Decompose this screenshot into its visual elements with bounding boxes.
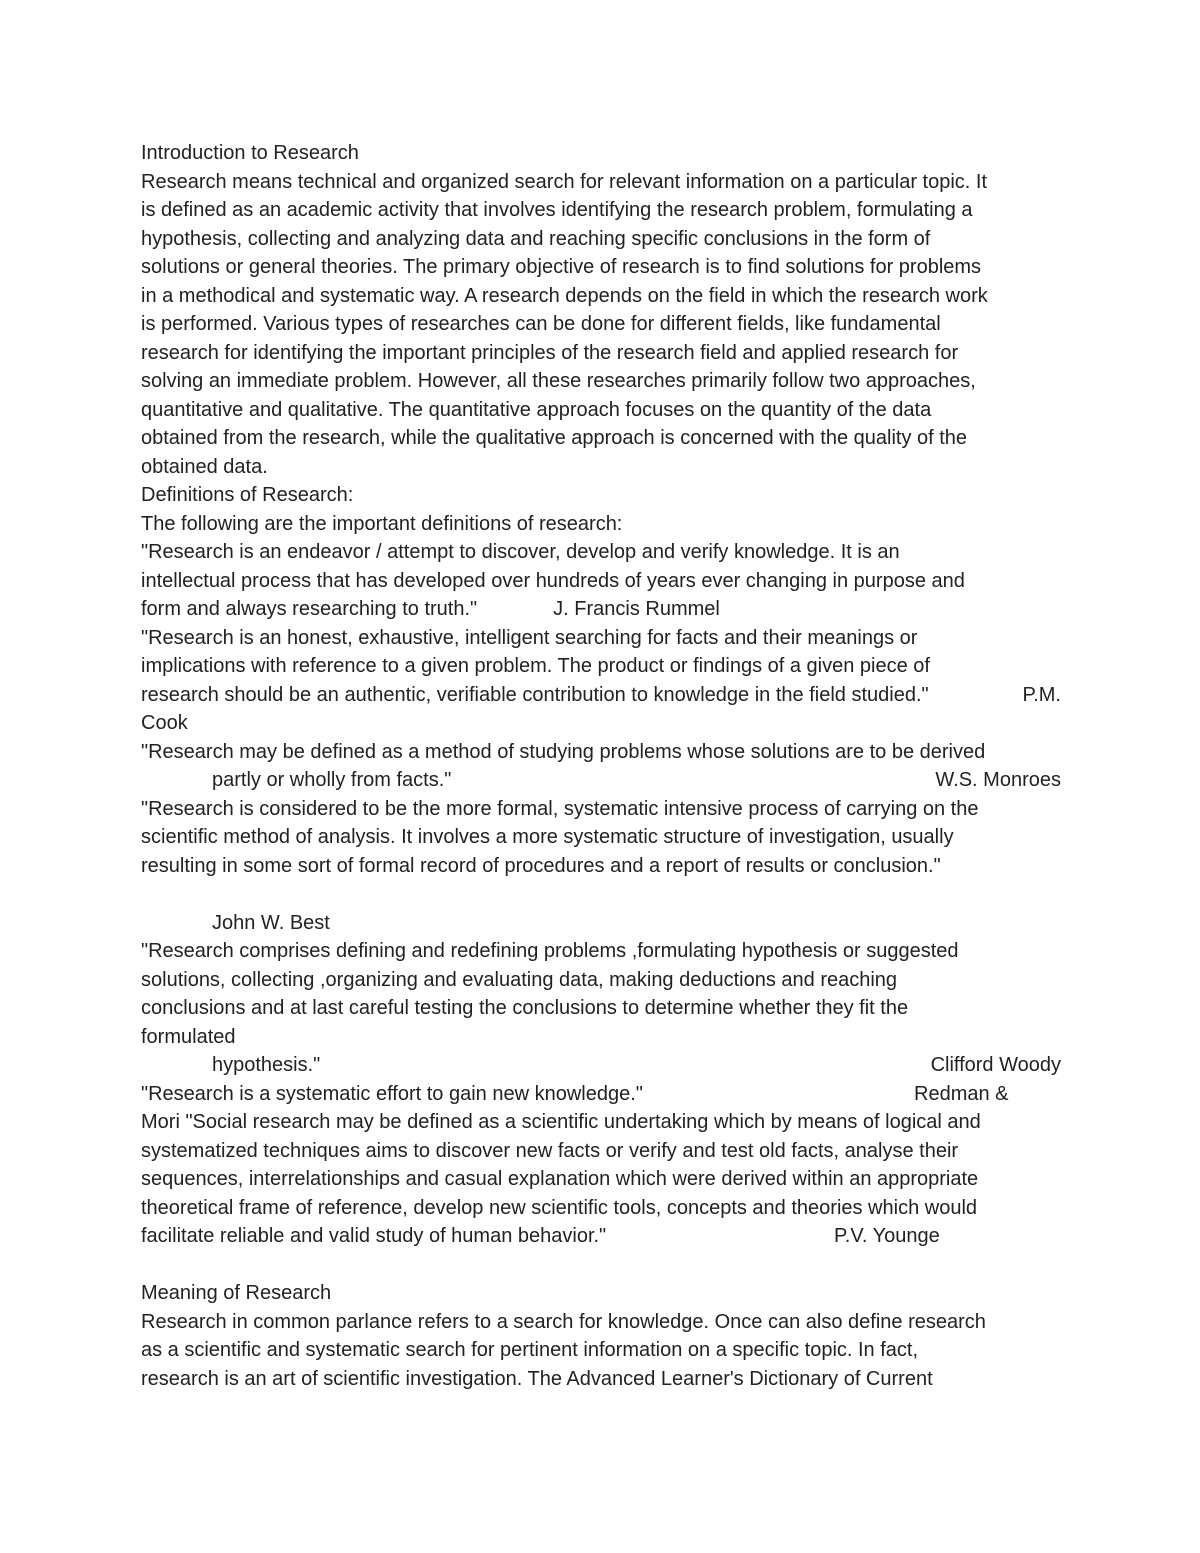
definition-line	[141, 766, 1061, 795]
definition-line: "Research may be defined as a method of studying problems whose solutions are to be derived	[141, 740, 986, 763]
definition-line	[141, 1051, 1061, 1080]
definition-line: formulated	[141, 1025, 236, 1048]
definition-younge	[141, 1108, 1061, 1251]
definition-author: John W. Best	[212, 911, 330, 934]
definition-line: systematized techniques aims to discover new facts or verify and test old facts, analyse their	[141, 1139, 959, 1162]
definition-text: partly or wholly from facts."	[212, 769, 452, 791]
meaning-paragraph	[141, 1308, 1061, 1394]
definitions-lead: The following are the important definitions of research:	[141, 512, 623, 535]
definition-line: intellectual process that has developed over hundreds of years ever changing in purpose and	[141, 569, 965, 592]
definition-author: W.S. Monroes	[935, 769, 1061, 791]
definition-woody	[141, 937, 1061, 1080]
intro-line: is defined as an academic activity that involves identifying the research problem, formulating a	[141, 199, 973, 221]
meaning-line: Research in common parlance refers to a search for knowledge. Once can also define research	[141, 1310, 986, 1333]
definition-line	[141, 595, 1061, 624]
definition-line: "Research is an honest, exhaustive, intelligent searching for facts and their meanings or	[141, 626, 918, 649]
blank-line	[141, 1251, 1061, 1280]
definition-line: resulting in some sort of formal record of procedures and a report of results or conclusion."	[141, 854, 941, 877]
definition-text: form and always researching to truth."	[141, 598, 478, 620]
definition-cook	[141, 624, 1061, 738]
intro-line: in a methodical and systematic way. A research depends on the field in which the research work	[141, 284, 988, 307]
definition-line: "Research is considered to be the more formal, systematic intensive process of carrying on the	[141, 797, 979, 820]
intro-line: Research means technical and organized search for relevant information on a particular topic. It	[141, 170, 988, 193]
intro-line: solutions or general theories. The primary objective of research is to find solutions for problems	[141, 256, 982, 278]
definition-line: "Research comprises defining and redefining problems ,formulating hypothesis or suggested	[141, 940, 959, 962]
intro-line: solving an immediate problem. However, all these researches primarily follow two approaches,	[141, 370, 976, 392]
definition-text: "Research is a systematic effort to gain new knowledge."	[141, 1082, 643, 1105]
intro-line: obtained data.	[141, 455, 268, 478]
definition-text: facilitate reliable and valid study of human behavior."	[141, 1225, 607, 1247]
definition-line: scientific method of analysis. It involves a more systematic structure of investigation, usually	[141, 826, 954, 848]
definition-rummel	[141, 538, 1061, 624]
meaning-line: as a scientific and systematic search for pertinent information on a specific topic. In fact,	[141, 1339, 919, 1361]
definition-line	[141, 1222, 1061, 1251]
definition-author: Redman &	[914, 1082, 1009, 1105]
meaning-heading: Meaning of Research	[141, 1282, 332, 1304]
definition-text: hypothesis."	[212, 1054, 321, 1076]
intro-line: obtained from the research, while the qualitative approach is concerned with the quality of the	[141, 427, 968, 449]
intro-line: hypothesis, collecting and analyzing data and reaching specific conclusions in the form of	[141, 227, 931, 250]
meaning-line: research is an art of scientific investigation. The Advanced Learner's Dictionary of Current	[141, 1367, 933, 1390]
intro-paragraph	[141, 168, 1061, 482]
definition-line	[141, 1080, 1061, 1109]
definition-author: J. Francis Rummel	[553, 598, 720, 620]
definition-monroes	[141, 738, 1061, 795]
definition-line: theoretical frame of reference, develop new scientific tools, concepts and theories which would	[141, 1196, 978, 1219]
definition-line: implications with reference to a given problem. The product or findings of a given piece of	[141, 655, 930, 677]
definition-author: Clifford Woody	[930, 1054, 1061, 1076]
definition-text: research should be an authentic, verifiable contribution to knowledge in the field studied."	[141, 683, 929, 706]
definitions-heading: Definitions of Research:	[141, 484, 354, 506]
document-page	[141, 139, 1061, 1393]
definition-line: Mori "Social research may be defined as a scientific undertaking which by means of logical and	[141, 1111, 981, 1133]
definition-line: sequences, interrelationships and casual explanation which were derived within an appropriate	[141, 1168, 979, 1190]
definition-line: "Research is an endeavor / attempt to discover, develop and verify knowledge. It is an	[141, 541, 900, 563]
definition-line: solutions, collecting ,organizing and evaluating data, making deductions and reaching	[141, 968, 898, 991]
definition-line	[141, 681, 1061, 710]
definition-author-cont: Cook	[141, 712, 188, 734]
definition-redman	[141, 1080, 1061, 1109]
definition-best	[141, 795, 1061, 938]
intro-line: is performed. Various types of researches can be done for different fields, like fundamental	[141, 313, 941, 335]
definition-author: P.V. Younge	[834, 1225, 940, 1247]
definition-author: P.M.	[1022, 683, 1061, 706]
intro-heading: Introduction to Research	[141, 142, 359, 164]
intro-line: quantitative and qualitative. The quantitative approach focuses on the quantity of the data	[141, 398, 932, 421]
definition-line: conclusions and at last careful testing the conclusions to determine whether they fit the	[141, 997, 909, 1019]
intro-line: research for identifying the important principles of the research field and applied research for	[141, 341, 959, 364]
blank-line	[141, 880, 1061, 909]
